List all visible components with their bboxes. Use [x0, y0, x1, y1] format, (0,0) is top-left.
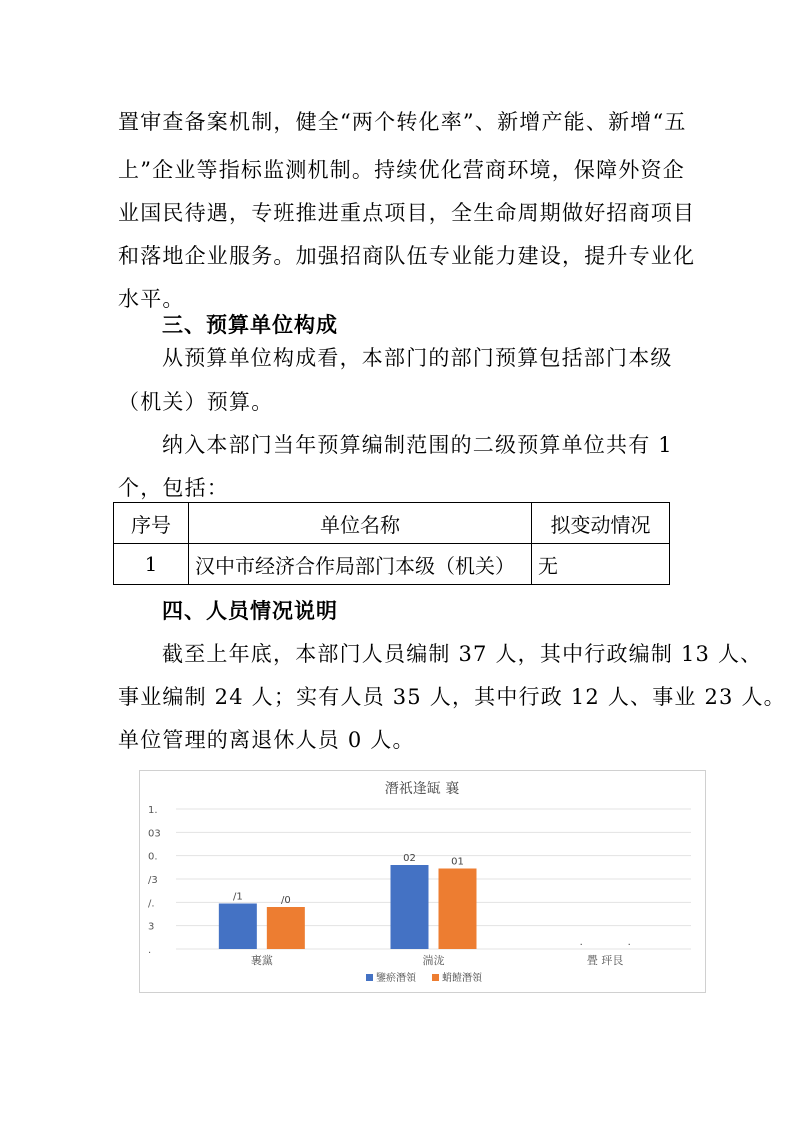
bar-series-a — [219, 904, 257, 950]
data-label: 02 — [403, 853, 416, 864]
legend-swatch — [432, 974, 439, 981]
bar-series-a — [391, 865, 429, 949]
y-tick-label: . — [148, 945, 152, 956]
bar-series-b — [439, 869, 477, 950]
legend-label: 蛸饐潛領 — [442, 973, 482, 984]
y-tick-label: 1. — [148, 805, 158, 816]
x-tick-label: 湍泷 — [422, 954, 445, 967]
paragraph-line: 业国民待遇，专班推进重点项目，全生命周期做好招商项目 — [118, 201, 696, 225]
data-label: /0 — [280, 895, 291, 906]
table-header-cell: 单位名称 — [189, 503, 532, 544]
paragraph-line: 上”企业等指标监测机制。持续优化营商环境，保障外资企 — [118, 158, 685, 182]
paragraph-line: 纳入本部门当年预算编制范围的二级预算单位共有 1 — [162, 433, 673, 457]
table-header-cell: 序号 — [114, 503, 189, 544]
paragraph-line: 事业编制 24 人；实有人员 35 人，其中行政 12 人、事业 23 人。 — [118, 685, 786, 709]
staff-bar-chart — [139, 770, 706, 993]
data-label: . — [579, 937, 583, 948]
table-cell: 汉中市经济合作局部门本级（机关） — [189, 544, 532, 585]
chart-canvas — [140, 771, 705, 992]
y-tick-label: 3 — [148, 921, 155, 933]
paragraph-line: 从预算单位构成看，本部门的部门预算包括部门本级 — [162, 346, 673, 370]
table-row — [114, 544, 670, 585]
data-label: /1 — [232, 891, 243, 903]
y-tick-label: /3 — [148, 875, 158, 886]
chart-title: 潛祇逢缻 襄 — [384, 781, 460, 797]
paragraph-line: 水平。 — [118, 287, 185, 311]
budget-units-table — [113, 502, 670, 585]
section-heading-budget-units: 三、预算单位构成 — [162, 313, 338, 337]
y-tick-label: /. — [148, 898, 155, 910]
y-tick-label: 03 — [148, 828, 161, 840]
y-tick-label: 0. — [148, 851, 158, 863]
bar-series-b — [267, 907, 305, 949]
x-tick-label: 舋 玶艮 — [586, 954, 624, 967]
table-header-row — [114, 503, 670, 544]
paragraph-line: 个，包括： — [118, 476, 229, 500]
paragraph-line: 和落地企业服务。加强招商队伍专业能力建设，提升专业化 — [118, 244, 696, 268]
table-header-cell: 拟变动情况 — [532, 503, 670, 544]
paragraph-line: 置审查备案机制，健全“两个转化率”、新增产能、新增“五 — [118, 110, 687, 134]
legend-label: 鑒瘀潛領 — [376, 973, 416, 984]
x-tick-label: 裹黨 — [250, 954, 273, 967]
section-heading-staff: 四、人员情况说明 — [162, 599, 338, 623]
data-label: 01 — [451, 856, 464, 868]
paragraph-line: （机关）预算。 — [118, 390, 274, 414]
table-cell: 1 — [114, 544, 189, 585]
table-cell: 无 — [532, 544, 670, 585]
legend-swatch — [366, 974, 373, 981]
paragraph-line: 截至上年底，本部门人员编制 37 人，其中行政编制 13 人、 — [162, 642, 763, 666]
paragraph-line: 单位管理的离退休人员 0 人。 — [118, 728, 415, 752]
data-label: . — [627, 937, 631, 948]
